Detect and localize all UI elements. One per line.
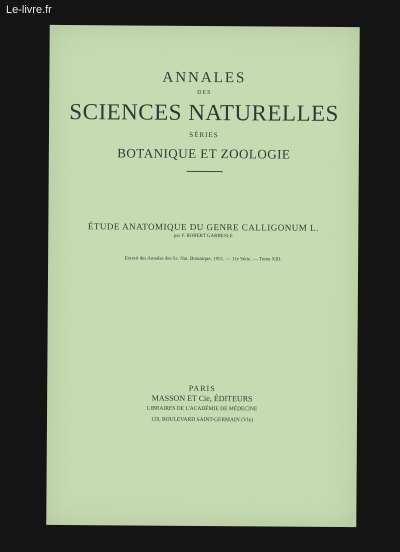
cover-title: ÉTUDE ANATOMIQUE DU GENRE CALLIGONUM L. — [87, 221, 319, 233]
cover-extract-note: Extrait des Annales des Sc. Nat. Botanique, 1951. — 11e Série. — Tome XIII. — [124, 256, 282, 263]
cover-address: 120, BOULEVARD SAINT-GERMAIN (VIe) — [150, 416, 254, 424]
cover-publisher-note: LIBRAIRES DE L'ACADÉMIE DE MÉDECINE — [146, 405, 258, 413]
cover-publisher: MASSON ET Cie, ÉDITEURS — [151, 393, 253, 404]
watermark: Le-livre.fr — [6, 4, 52, 16]
cover-line-sciences-naturelles: SCIENCES NATURELLES — [69, 99, 339, 126]
cover-line-annales: ANNALES — [162, 69, 247, 87]
book-cover — [46, 25, 359, 527]
cover-author: par F. ROBERT GARBESLE — [173, 233, 233, 240]
cover-city: PARIS — [188, 383, 216, 394]
cover-line-series: SÉRIES — [189, 130, 219, 140]
cover-line-botanique-zoologie: BOTANIQUE ET ZOOLOGIE — [117, 145, 291, 162]
cover-line-des: DES — [197, 89, 212, 97]
divider-rule — [187, 171, 223, 172]
